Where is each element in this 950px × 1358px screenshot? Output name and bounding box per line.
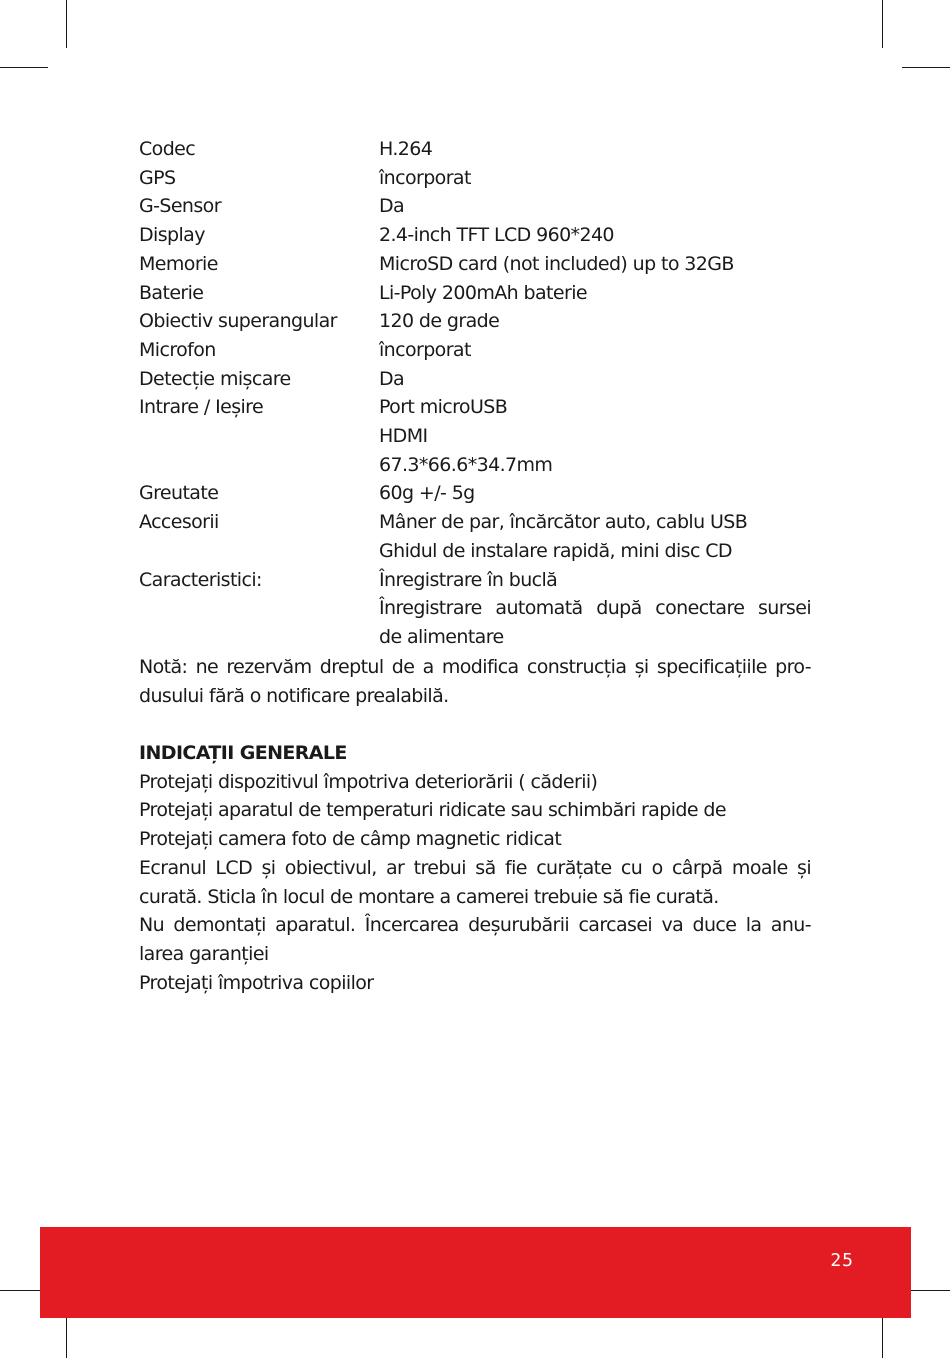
spec-label: Intrare / Ieșire xyxy=(139,396,264,419)
spec-row xyxy=(139,135,811,164)
spec-values xyxy=(379,566,811,652)
spec-values xyxy=(379,279,811,308)
spec-values xyxy=(379,164,811,193)
spec-values xyxy=(379,336,811,365)
guideline-line: Nu demontați aparatul. Încercarea deșurubării carcasei va duce la anu- xyxy=(139,914,811,937)
spec-values xyxy=(379,479,811,508)
spec-value: încorporat xyxy=(379,166,471,189)
general-guidelines xyxy=(139,739,811,997)
note-line: dusului fără o notificare prealabilă. xyxy=(139,684,449,707)
spec-value: 120 de grade xyxy=(379,310,500,333)
spec-label: Memorie xyxy=(139,252,218,275)
spec-row xyxy=(139,307,811,336)
spec-values xyxy=(379,307,811,336)
spec-row xyxy=(139,479,811,508)
spec-values xyxy=(379,192,811,221)
spec-value: încorporat xyxy=(379,338,471,361)
crop-mark xyxy=(0,67,48,68)
spec-row xyxy=(139,164,811,193)
crop-mark xyxy=(66,0,67,48)
spec-values xyxy=(379,250,811,279)
spec-value: MicroSD card (not included) up to 32GB xyxy=(379,252,734,275)
disclaimer-note xyxy=(139,653,811,710)
spec-value: Înregistrare automată după conectare sursei xyxy=(379,597,811,620)
guideline-line: curată. Sticla în locul de montare a camerei trebuie să fie curată. xyxy=(139,885,719,908)
spec-row xyxy=(139,508,811,565)
spec-value: Port microUSB xyxy=(379,396,508,419)
spec-row xyxy=(139,336,811,365)
spec-value: Li-Poly 200mAh baterie xyxy=(379,281,587,304)
crop-mark xyxy=(902,67,950,68)
spec-row xyxy=(139,192,811,221)
guideline-line: Protejați camera foto de câmp magnetic ridicat xyxy=(139,828,562,851)
spec-value: Mâner de par, încărcător auto, cablu USB xyxy=(379,511,748,534)
guideline-line: Protejați dispozitivul împotriva deteriorării ( căderii) xyxy=(139,770,598,793)
spec-label: G-Sensor xyxy=(139,195,221,218)
spec-label: GPS xyxy=(139,166,176,189)
spec-value: Da xyxy=(379,367,405,390)
guideline-line: Protejați împotriva copiilor xyxy=(139,971,374,994)
spec-values xyxy=(379,135,811,164)
spec-value: Da xyxy=(379,195,405,218)
spec-values xyxy=(379,508,811,565)
spec-row xyxy=(139,393,811,479)
spec-label: Caracteristici: xyxy=(139,568,262,591)
note-line: Notă: ne rezervăm dreptul de a modifica construcția și specificațiile pro- xyxy=(139,656,811,678)
spec-row xyxy=(139,279,811,308)
spec-row xyxy=(139,250,811,279)
spec-values xyxy=(379,365,811,394)
spec-value: H.264 xyxy=(379,138,433,160)
spec-value: Înregistrare în buclă xyxy=(379,568,558,591)
spec-row xyxy=(139,365,811,394)
spec-value: de alimentare xyxy=(379,625,504,648)
spec-label: Microfon xyxy=(139,338,216,361)
spec-values xyxy=(379,393,811,479)
spec-label: Detecție mișcare xyxy=(139,367,291,390)
page-number: 25 xyxy=(830,1250,854,1271)
guideline-line: Protejați aparatul de temperaturi ridicate sau schimbări rapide de xyxy=(139,799,726,822)
guideline-line: Ecranul LCD și obiectivul, ar trebui să fie curățate cu o cârpă moale și xyxy=(139,856,811,879)
spec-label: Display xyxy=(139,224,205,247)
spec-label: Obiectiv superangular xyxy=(139,310,337,333)
spec-value: 60g +/- 5g xyxy=(379,482,475,505)
spec-label: Accesorii xyxy=(139,511,219,534)
spec-row xyxy=(139,221,811,250)
footer-band xyxy=(40,1227,911,1318)
spec-row xyxy=(139,566,811,652)
spec-value: Ghidul de instalare rapidă, mini disc CD xyxy=(379,539,732,562)
specifications-table xyxy=(139,135,811,652)
guideline-line: larea garanției xyxy=(139,942,269,965)
spec-label: Baterie xyxy=(139,281,204,304)
spec-label: Greutate xyxy=(139,482,219,505)
spec-value: HDMI xyxy=(379,425,428,448)
spec-label: Codec xyxy=(139,138,196,160)
spec-value: 67.3*66.6*34.7mm xyxy=(379,453,553,476)
spec-values xyxy=(379,221,811,250)
section-heading: INDICAȚII GENERALE xyxy=(139,742,347,764)
spec-value: 2.4-inch TFT LCD 960*240 xyxy=(379,224,614,247)
crop-mark xyxy=(882,0,883,48)
